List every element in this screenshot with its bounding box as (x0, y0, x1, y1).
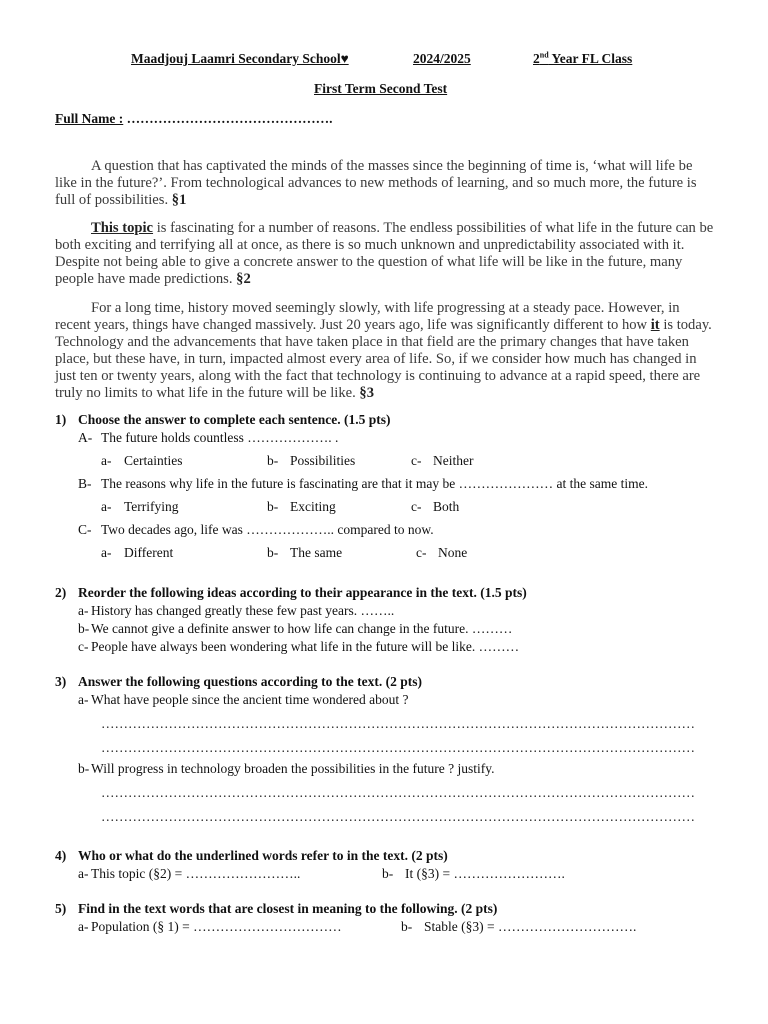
class-sup: nd (539, 50, 549, 60)
q4-a-answer[interactable]: This topic (§2) = …………………….. (91, 866, 301, 881)
q3-b-answer-line-1[interactable]: …………………………………………………………………………………………………………………… (101, 785, 695, 800)
q2-item-c[interactable]: People have always been wondering what life in the future will be like. ……… (91, 639, 520, 654)
paragraph-2-text: is fascinating for a number of reasons. The endless possibilities of what life in the future can be both exciting and terrifying all at once, as there is so much unknown and unpredictability associated with it. Despite not being able to give a concrete answer to the question of what life will be like in the future, many people have made predictions. (55, 220, 714, 287)
class-num: 2 (533, 51, 540, 66)
paragraph-3-ref: §3 (359, 385, 374, 401)
underlined-it: it (650, 317, 660, 333)
q2-title: Reorder the following ideas according to their appearance in the text. (1.5 pts) (78, 585, 527, 600)
q3-a-answer-line-1[interactable]: …………………………………………………………………………………………………………………… (101, 716, 695, 731)
test-title: First Term Second Test (314, 81, 448, 96)
q3-number: 3) (55, 674, 67, 689)
paragraph-2 (55, 220, 715, 288)
full-name-dots: ………………………………………. (123, 111, 333, 126)
school-year: 2024/2025 (413, 51, 471, 66)
q1-c-option-c-letter: c- (416, 545, 427, 560)
q1-b-text: The reasons why life in the future is fascinating are that it may be ………………… at the same time. (101, 476, 648, 491)
q1-b-letter: B- (78, 476, 92, 491)
q4-b-letter: b- (382, 866, 394, 881)
q1-c-text: Two decades ago, life was ……………….. compared to now. (101, 522, 434, 537)
q5-title: Find in the text words that are closest in meaning to the following. (2 pts) (78, 901, 498, 916)
paragraph-2-ref: §2 (236, 271, 251, 287)
q5-a-answer[interactable]: Population (§ 1) = …………………………… (91, 919, 342, 934)
q3-b-letter: b- (78, 761, 90, 776)
q1-b-option-b-letter: b- (267, 499, 279, 514)
q4-title: Who or what do the underlined words refer to in the text. (2 pts) (78, 848, 448, 863)
full-name-label: Full Name : (55, 111, 124, 126)
q1-a-option-b[interactable]: Possibilities (290, 453, 356, 468)
q1-b-option-b[interactable]: Exciting (290, 499, 336, 514)
q1-a-option-c[interactable]: Neither (433, 453, 474, 468)
q4-number: 4) (55, 848, 67, 863)
q2-item-b-letter: b- (78, 621, 90, 636)
q1-c-option-a-letter: a- (101, 545, 112, 560)
q2-item-a[interactable]: History has changed greatly these few past years. …….. (91, 603, 395, 618)
school-name: Maadjouj Laamri Secondary School♥ (131, 51, 349, 66)
q4-b-answer[interactable]: It (§3) = ……………………. (405, 866, 565, 881)
q5-b-answer[interactable]: Stable (§3) = …………………………. (424, 919, 637, 934)
q1-c-option-c[interactable]: None (438, 545, 468, 560)
q5-number: 5) (55, 901, 67, 916)
paragraph-3-text-a: For a long time, history moved seemingly slowly, with life progressing at a steady pace. However, in recent years, things have changed massively. Just 20 years ago, life was significantly different to how (55, 300, 680, 333)
q2-item-b[interactable]: We cannot give a definite answer to how life can change in the future. ……… (91, 621, 513, 636)
q3-title: Answer the following questions according to the text. (2 pts) (78, 674, 422, 689)
q1-title: Choose the answer to complete each sentence. (1.5 pts) (78, 412, 391, 427)
q1-c-option-a[interactable]: Different (124, 545, 174, 560)
paragraph-1 (55, 158, 715, 209)
q4-a-letter: a- (78, 866, 89, 881)
q1-b-option-a-letter: a- (101, 499, 112, 514)
q1-a-letter: A- (78, 430, 93, 445)
q1-a-option-a[interactable]: Certainties (124, 453, 183, 468)
q3-a-text: What have people since the ancient time wondered about ? (91, 692, 409, 707)
paragraph-1-text: A question that has captivated the minds of the masses since the beginning of time is, ‘what will life be like in the future?’. From technological advances to new methods of learning, and so much more, the future is full of possibilities. (55, 158, 697, 208)
q1-a-option-c-letter: c- (411, 453, 422, 468)
q1-a-option-b-letter: b- (267, 453, 279, 468)
q1-c-option-b[interactable]: The same (290, 545, 343, 560)
q3-a-letter: a- (78, 692, 89, 707)
q2-item-a-letter: a- (78, 603, 89, 618)
q1-a-text: The future holds countless ………………. . (101, 430, 339, 445)
q1-number: 1) (55, 412, 67, 427)
class-label (533, 51, 632, 67)
full-name-field (55, 111, 333, 127)
paragraph-3-text-b: is today. Technology and the advancements that have taken place in that field are the primary changes that have taken place, but these have, in turn, impacted almost every area of life. So, if we consider how much has changed in just ten or twenty years, along with the fact that technology is continuing to advance at a rapid speed, there are truly no limits to what life in the future will be like. (55, 317, 712, 401)
q2-item-c-letter: c- (78, 639, 89, 654)
q3-b-answer-line-2[interactable]: …………………………………………………………………………………………………………………… (101, 809, 695, 824)
q1-b-option-c-letter: c- (411, 499, 422, 514)
q1-b-option-a[interactable]: Terrifying (124, 499, 179, 514)
underlined-this-topic: This topic (91, 220, 154, 236)
q5-a-letter: a- (78, 919, 89, 934)
q1-c-letter: C- (78, 522, 92, 537)
q1-b-option-c[interactable]: Both (433, 499, 460, 514)
q2-number: 2) (55, 585, 67, 600)
q1-a-option-a-letter: a- (101, 453, 112, 468)
class-rest: Year FL Class (548, 51, 633, 66)
q3-a-answer-line-2[interactable]: …………………………………………………………………………………………………………………… (101, 740, 695, 755)
paragraph-3 (55, 300, 715, 402)
paragraph-1-ref: §1 (171, 192, 187, 208)
q3-b-text: Will progress in technology broaden the possibilities in the future ? justify. (91, 761, 495, 776)
q5-b-letter: b- (401, 919, 413, 934)
q1-c-option-b-letter: b- (267, 545, 279, 560)
